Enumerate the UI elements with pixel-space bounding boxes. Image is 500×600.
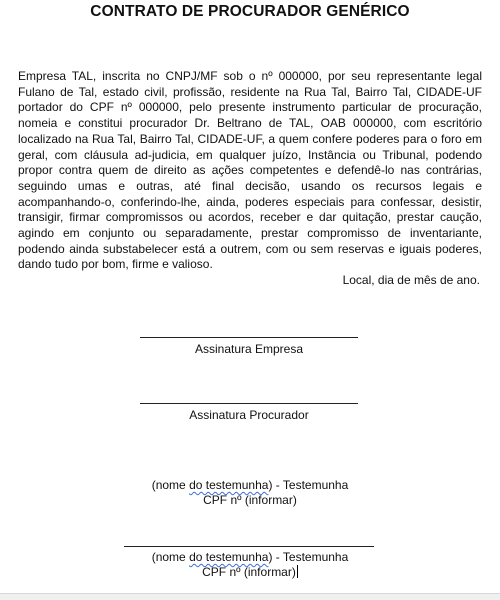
attorney-signature-block [140,403,358,423]
witness-block-1 [100,478,400,508]
company-signature-block [140,337,358,357]
witness-cpf-line: CPF nº (informar) [203,493,297,507]
company-signature-line [140,337,358,338]
spellcheck-flagged-text[interactable]: do testemunha [189,478,269,492]
document-title: CONTRATO DE PROCURADOR GENÉRICO [90,3,410,20]
place-date-line: Local, dia de mês de ano. [342,273,480,287]
witness-signature-line-2 [124,546,374,547]
horizontal-scrollbar[interactable] [0,593,500,600]
company-signature-label: Assinatura Empresa [194,342,304,356]
witness-block-2 [100,550,400,580]
spellcheck-flagged-text[interactable]: do testemunha [189,550,269,564]
witness-cpf-line[interactable]: CPF nº (informar) [202,565,296,579]
witness-name-line: (nome do testemunha) - Testemunha [151,478,349,492]
witness-name-line: (nome do testemunha) - Testemunha [151,550,349,564]
attorney-signature-line [140,403,358,404]
contract-body-paragraph: Empresa TAL, inscrita no CNPJ/MF sob o nº 000000, por seu representante legal Fulano de Tal, estado civil, profissão, residente na Rua Tal, Bairro Tal, CIDADE-UF portador do CPF nº 000000, pelo presente instrumento particular de procuração, nomeia e constitui procurador Dr. Beltrano de TAL, OAB 000000, com escritório localizado na Rua Tal, Bairro Tal, CIDADE-UF, a quem confere poderes para o foro em geral, com cláusula ad-judicia, em qualquer juízo, Instância ou Tribunal, podendo propor contra quem de direito as ações competentes e defendê-lo nas contrárias, seguindo umas e outras, até final decisão, usando os recursos legais e acompanhando-o, conferindo-lhe, ainda, poderes especiais para confessar, desistir, transigir, firmar compromissos ou acordos, receber e dar quitação, prestar caução, agindo em conjunto ou separadamente, prestar compromisso de inventariante, podendo ainda substabelecer está a outrem, com ou sem reservas e iguais poderes, dando tudo por bom, firme e valioso. [18,69,482,272]
text-cursor [297,565,298,578]
attorney-signature-label: Assinatura Procurador [189,408,309,422]
